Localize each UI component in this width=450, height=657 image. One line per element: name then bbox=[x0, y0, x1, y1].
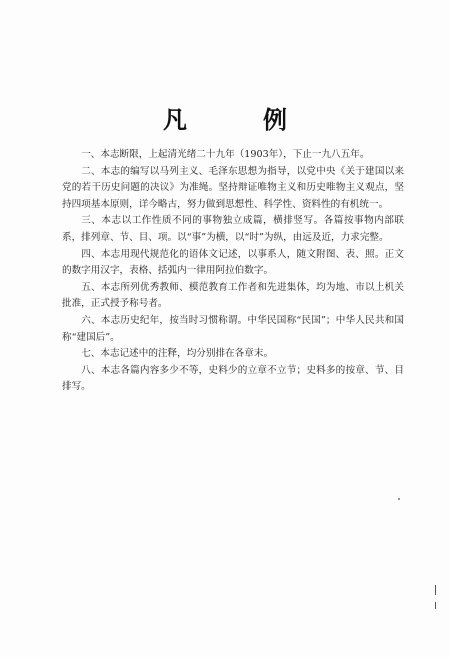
page-title: 凡 例 bbox=[163, 106, 313, 134]
note-paragraph: 六、本志历史纪年，按当时习惯称谓。中华民国称“民国”；中华人民共和国称“建国后”。 bbox=[62, 314, 404, 343]
note-paragraph: 二、本志的编写以马列主义、毛泽东思想为指导，以党中央《关于建国以来党的若干历史问题的决议》为准绳。坚持辩证唯物主义和历史唯物主义观点，坚持四项基本原则，详今略古，努力做到思想性、科学性、资料性的有机统一。 bbox=[62, 165, 404, 210]
note-paragraph: 三、本志以工作性质不同的事物独立成篇，横排竖写。各篇按事物内部联系，排列章、节、目、项。以“事”为横，以“时”为纵，由远及近，力求完整。 bbox=[62, 215, 404, 243]
note-paragraph: 八、本志各篇内容多少不等，史料少的立章不立节；史料多的按章、节、目排写。 bbox=[62, 364, 404, 393]
scan-edge-mark bbox=[435, 602, 436, 609]
note-paragraph: 七、本志记述中的注释，均分别排在各章末。 bbox=[81, 348, 274, 360]
scan-speck bbox=[398, 498, 400, 500]
scan-edge-mark bbox=[435, 585, 436, 595]
note-paragraph: 四、本志用现代规范化的语体文记述，以事系人，随文附图、表、照。正文的数字用汉字，表格、括弧内一律用阿拉伯数字。 bbox=[62, 248, 404, 277]
note-paragraph: 五、本志所列优秀教师、模范教育工作者和先进集体，均为地、市以上机关批准，正式授予称号者。 bbox=[62, 281, 404, 310]
editorial-notes bbox=[62, 147, 404, 396]
note-paragraph: 一、本志断限，上起清光绪二十九年（1903年），下止一九八五年。 bbox=[81, 149, 370, 160]
